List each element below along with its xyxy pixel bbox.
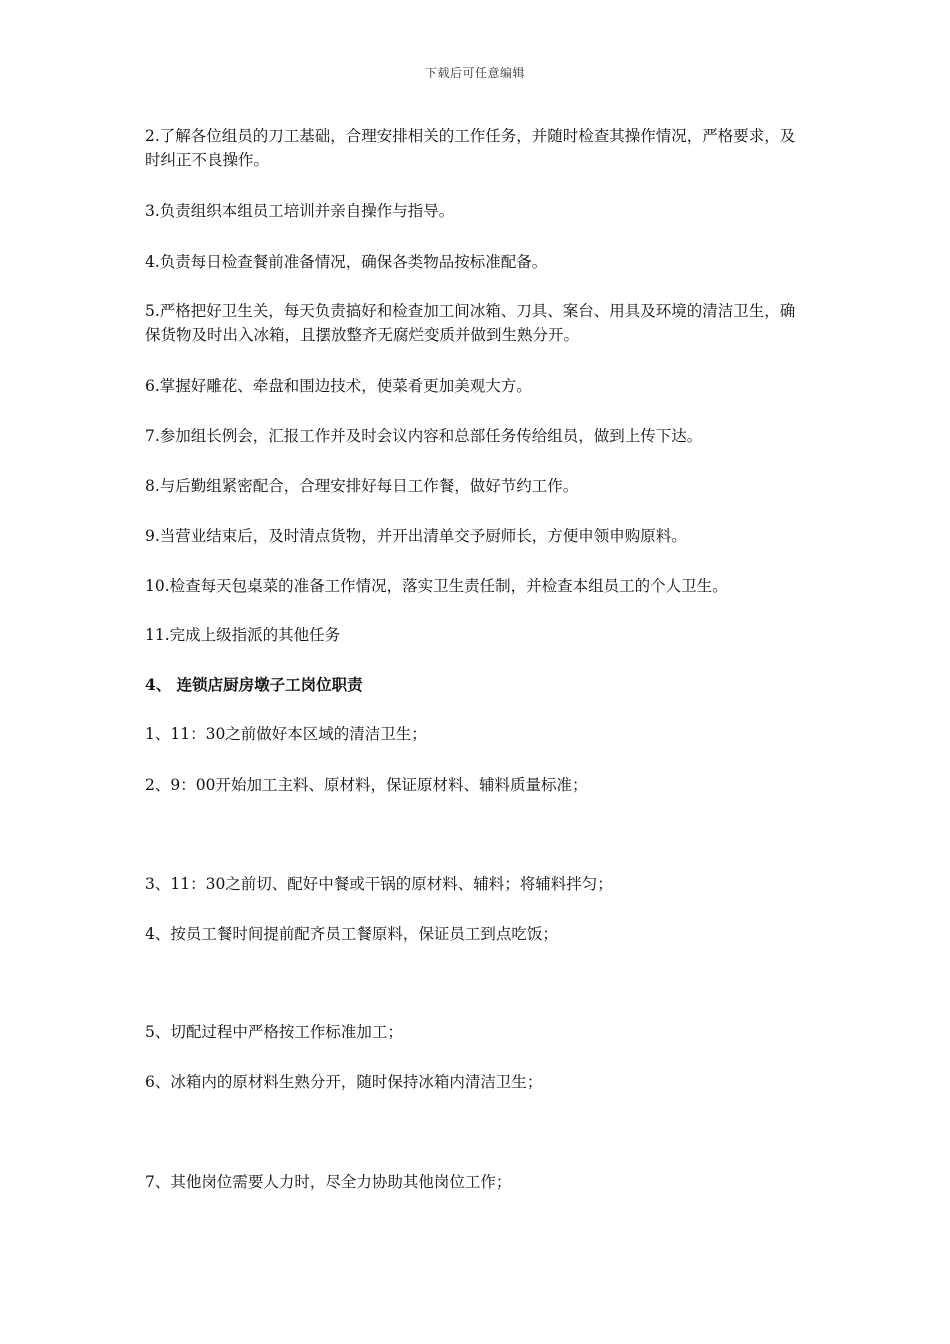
duty-item: 5、切配过程中严格按工作标准加工；: [145, 1023, 403, 1041]
page-header: 下载后可任意编辑: [424, 66, 525, 80]
duty-item: 7、其他岗位需要人力时，尽全力协助其他岗位工作；: [145, 1173, 512, 1191]
list-item: 2.了解各位组员的刀工基础，合理安排相关的工作任务，并随时检查其操作情况，严格要求，及时纠正不良操作。: [145, 127, 796, 169]
duty-item: 2、9：00开始加工主料、原材料，保证原材料、辅料质量标准；: [145, 776, 588, 794]
list-item: 6.掌握好雕花、牵盘和围边技术，使菜肴更加美观大方。: [145, 377, 532, 395]
duty-item: 4、按员工餐时间提前配齐员工餐原料，保证员工到点吃饭；: [145, 925, 558, 943]
list-item: 4.负责每日检查餐前准备情况，确保各类物品按标准配备。: [145, 253, 548, 271]
section-heading: 4、 连锁店厨房墩子工岗位职责: [145, 675, 363, 694]
list-item: 9.当营业结束后，及时清点货物，并开出清单交予厨师长，方便申领申购原料。: [145, 527, 687, 545]
duty-item: 1、11：30之前做好本区域的清洁卫生；: [145, 725, 427, 743]
duty-item: 3、11：30之前切、配好中餐或干锅的原材料、辅料；将辅料拌匀；: [145, 875, 613, 893]
list-item: 7.参加组长例会，汇报工作并及时会议内容和总部任务传给组员，做到上传下达。: [145, 427, 703, 445]
list-item: 5.严格把好卫生关，每天负责搞好和检查加工间冰箱、刀具、案台、用具及环境的清洁卫生，确保货物及时出入冰箱，且摆放整齐无腐烂变质并做到生熟分开。: [145, 302, 796, 344]
list-item: 11.完成上级指派的其他任务: [145, 626, 341, 644]
list-item: 10.检查每天包桌菜的准备工作情况，落实卫生责任制，并检查本组员工的个人卫生。: [145, 577, 728, 595]
duty-item: 6、冰箱内的原材料生熟分开，随时保持冰箱内清洁卫生；: [145, 1073, 543, 1091]
list-item: 3.负责组织本组员工培训并亲自操作与指导。: [145, 202, 455, 220]
list-item: 8.与后勤组紧密配合，合理安排好每日工作餐，做好节约工作。: [145, 477, 579, 495]
